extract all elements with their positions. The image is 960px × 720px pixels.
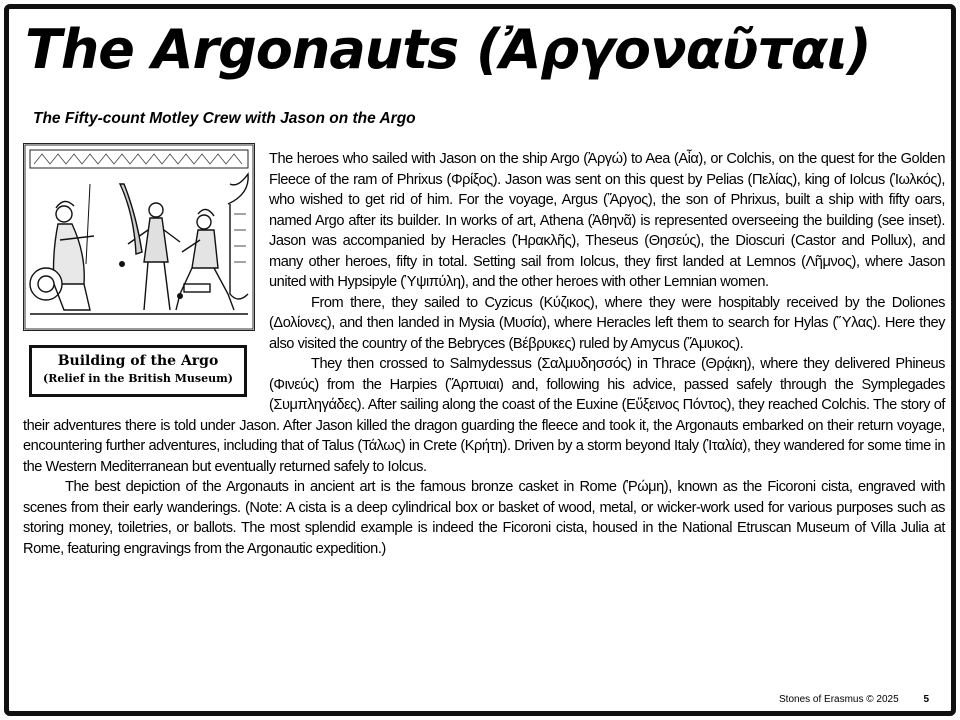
page-title: The Argonauts (Ἀργοναῦται) xyxy=(25,18,871,81)
caption-title: Building of the Argo xyxy=(57,353,219,369)
caption-source: (Relief in the British Museum) xyxy=(43,372,233,385)
paragraph-4: The best depiction of the Argonauts in ancient art is the famous bronze casket in Rome (Ῥώμη), known as the Ficoroni cista, engraved with scenes from their early wanderings. (Note: A cista is a deep cylindrical box or basket of wood, metal, or wicker-work used for various purposes such as storing money, toiletries, or ballots. The most splendid example is indeed the Ficoroni cista, housed in the National Etruscan Museum of Villa Julia at Rome, featuring engravings from the Argonautic expedition.) xyxy=(23,479,945,557)
paragraph-1: The heroes who sailed with Jason on the ship Argo (Ἀργώ) to Aea (Αἶα), or Colchis, on the quest for the Golden Fleece of the ram of Phrixus (Φρίξος). Jason was sent on this quest by Pelias (Πελίας), king of Iolcus (Ἰωλκός), who wished to get rid of him. For the voyage, Argus (Ἄργος), the son of Phrixus, built a ship with fifty oars, named Argo after its builder. In works of art, Athena (Ἀθηνᾶ) is represented overseeing the building (see inset). Jason was accompanied by Heracles (Ἡρακλῆς), Theseus (Θησεύς), the Dioscuri (Castor and Pollux), and many other heroes, fifty in total. Setting sail from Iolcus, they first landed at Lemnos (Λῆμνος), where Jason united with Hypsipyle (Ὑψιπύλη), and the other heroes with other Lemnian women. xyxy=(269,151,945,290)
footer xyxy=(779,694,929,705)
relief-image xyxy=(23,143,255,331)
paragraph-2: From there, they sailed to Cyzicus (Κύζικος), where they were hospitably received by the Doliones (Δολίονες), and then landed in Mysia (Μυσία), where Heracles left them to search for Hylas (Ὕλας). Here they also visited the country of the Bebryces (Βέβρυκες) ruled by Amycus (Ἄμυκος). xyxy=(269,294,945,352)
paragraph-3: They then crossed to Salmydessus (Σαλμυδησσός) in Thrace (Θρᾴκη), where they delivered Phineus (Φινεύς) from the Harpies (Ἅρπυιαι) and, following his advice, passed safely through the Symplegades (Συμπληγάδες). After sailing along the coast of the Euxine (Εὔξεινος Πόντος), they reached Colchis. The story of their adventures there is told under Jason. After Jason killed the dragon guarding the fleece and took it, the Argonauts embarked on their return voyage, encountering further adventures, including that of Talus (Τάλως) in Crete (Κρήτη). Driven by a storm beyond Italy (Ἰταλία), they wandered for some time in the Western Mediterranean but eventually returned safely to Iolcus. xyxy=(23,356,945,475)
inset-caption xyxy=(29,345,247,397)
relief-illustration-icon xyxy=(24,144,254,330)
footer-credit: Stones of Erasmus © 2025 xyxy=(779,694,899,705)
slide-frame xyxy=(4,4,956,716)
page-subtitle: The Fifty-count Motley Crew with Jason on the Argo xyxy=(33,110,416,127)
page-number: 5 xyxy=(923,694,929,705)
